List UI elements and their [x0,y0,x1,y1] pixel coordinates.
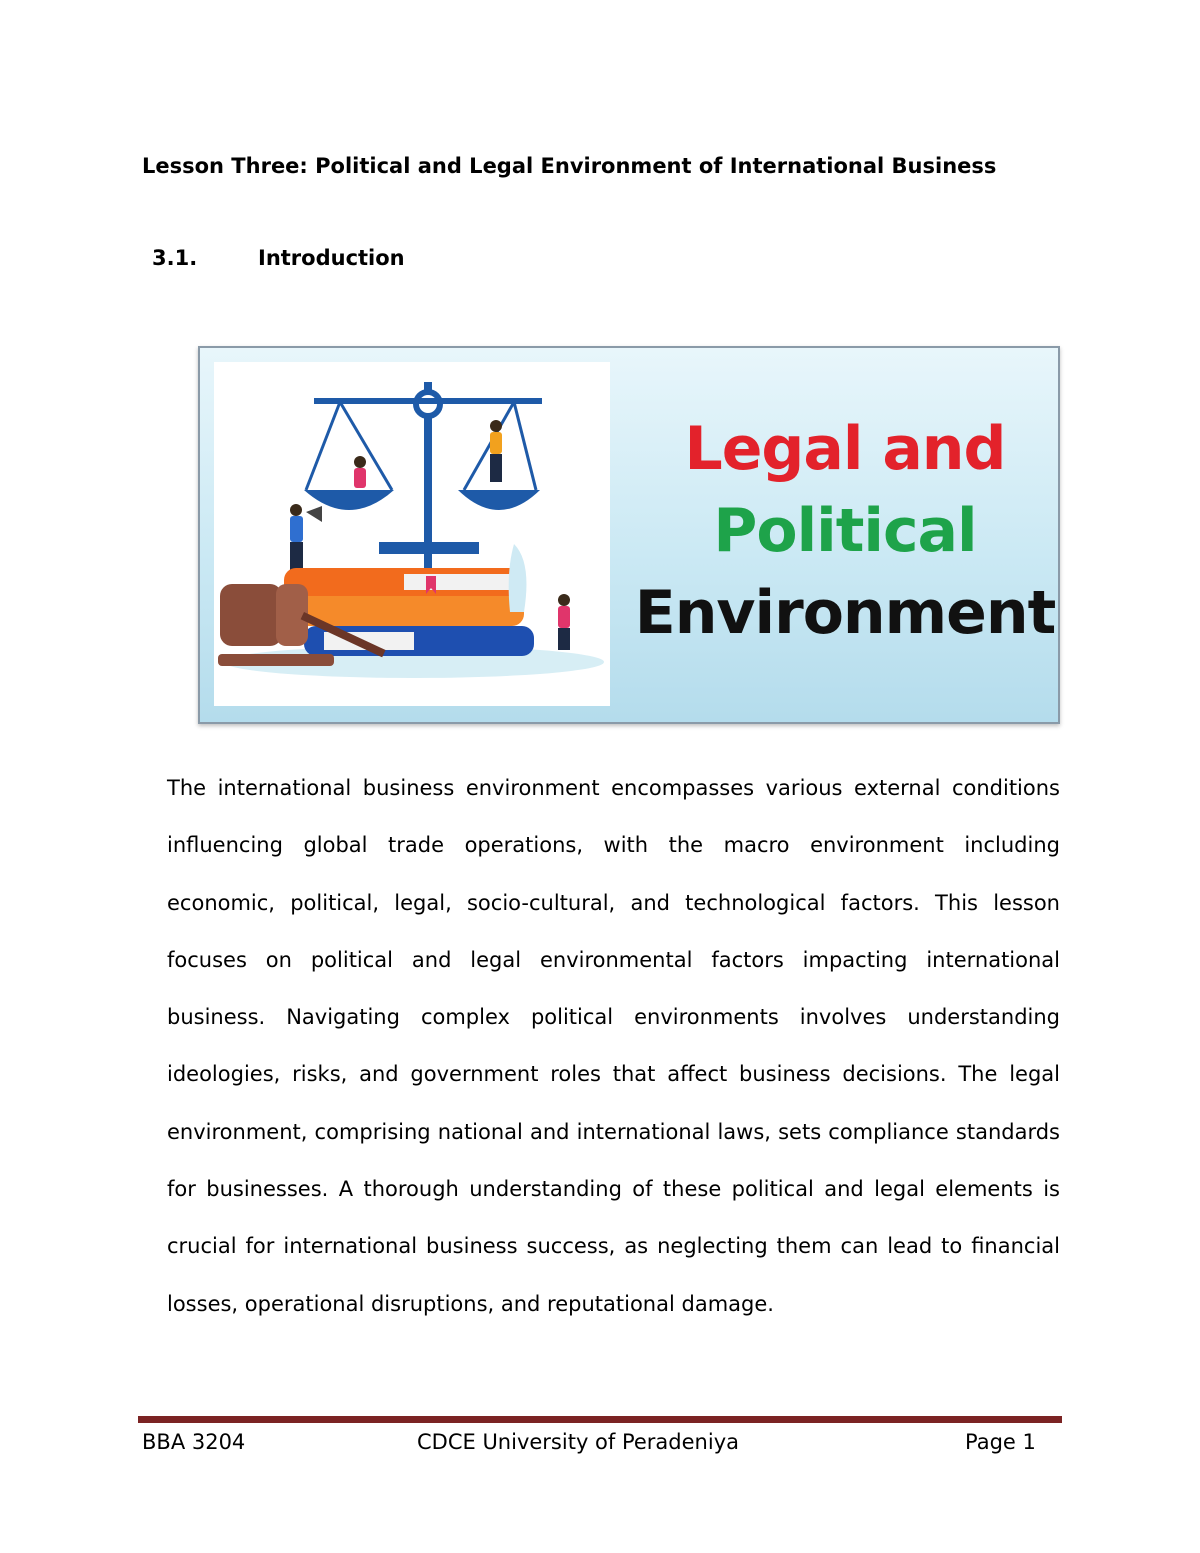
footer-institution: CDCE University of Peradeniya [417,1430,739,1454]
body-paragraph: The international business environment encompasses various external conditions influencing global trade operations, with the macro environment including economic, political, legal, socio-cultural, and technological factors. This lesson focuses on political and legal environmental factors impacting international business. Navigating complex political environments involves understanding ideologies, risks, and government roles that affect business decisions. The legal environment, comprising national and international laws, sets compliance standards for businesses. A thorough understanding of these political and legal elements is crucial for international business success, as neglecting them can lead to financial losses, operational disruptions, and reputational damage. [167,776,1060,1316]
footer-divider [138,1416,1062,1423]
banner-line-political: Political [713,496,977,566]
footer-page-number: Page 1 [965,1430,1036,1454]
footer-course-code: BBA 3204 [142,1430,246,1454]
banner-line-legal: Legal and [684,414,1006,484]
section-number: 3.1. [152,246,198,270]
lesson-title: Lesson Three: Political and Legal Environment of International Business [142,154,997,178]
banner-image [198,346,1060,724]
banner-line-environment: Environment [634,578,1056,648]
scales-of-justice-gavel-books-icon [214,362,610,706]
section-title: Introduction [258,246,405,270]
section-heading [152,246,405,270]
banner-headline [630,408,1060,654]
